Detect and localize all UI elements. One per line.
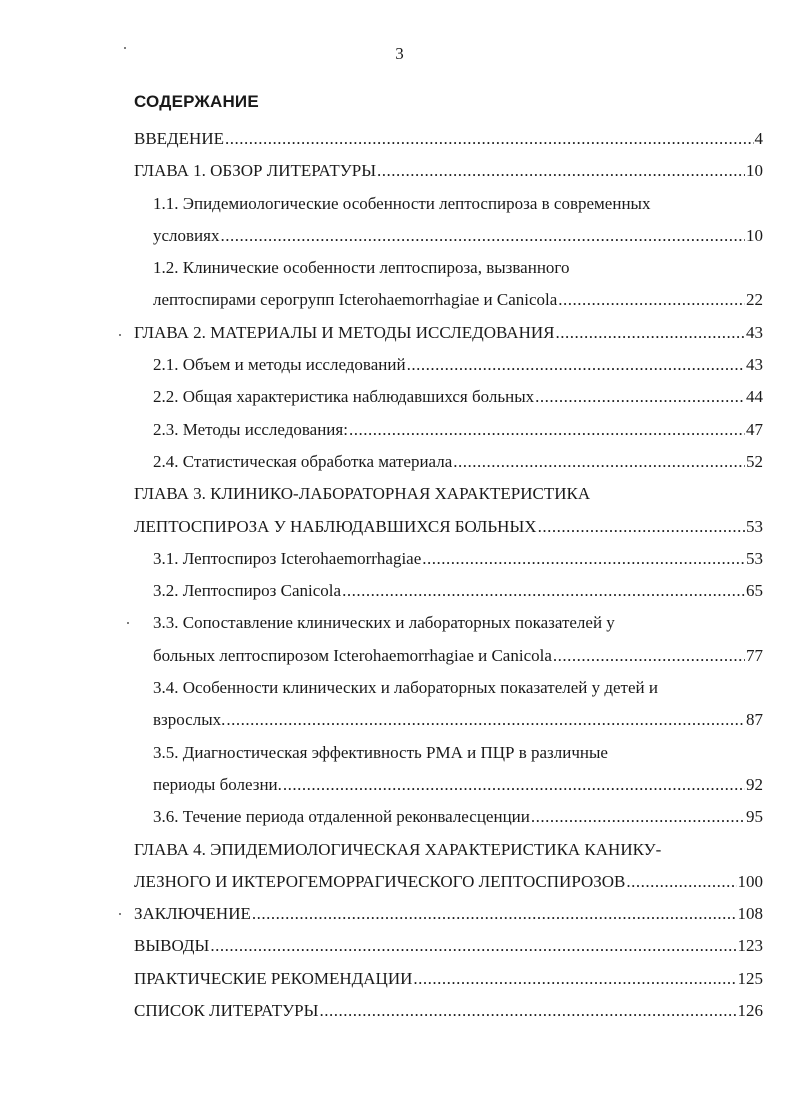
dot-leader [535, 381, 745, 413]
toc-entry-text: ЛЕПТОСПИРОЗА У НАБЛЮДАВШИХСЯ БОЛЬНЫХ [134, 516, 537, 536]
toc-entry-line [0, 284, 799, 316]
toc-entry-text: 1.1. Эпидемиологические особенности лептоспироза в современных [153, 193, 651, 213]
toc-entry-text: ГЛАВА 1. ОБЗОР ЛИТЕРАТУРЫ [134, 161, 377, 181]
toc-title: СОДЕРЖАНИЕ [134, 92, 259, 111]
toc-entry-line [0, 155, 799, 187]
toc-entry-line [0, 866, 799, 898]
toc-page-number: 4 [754, 129, 763, 148]
toc-entry-text: ЛЕЗНОГО И ИКТЕРОГЕМОРРАГИЧЕСКОГО ЛЕПТОСПИРОЗОВ [134, 871, 626, 891]
dot-leader [558, 284, 745, 316]
toc-entry-line [0, 511, 799, 543]
toc-entry-text: ГЛАВА 4. ЭПИДЕМИОЛОГИЧЕСКАЯ ХАРАКТЕРИСТИКА КАНИКУ- [134, 839, 662, 859]
toc-entry-text: ГЛАВА 3. КЛИНИКО-ЛАБОРАТОРНАЯ ХАРАКТЕРИСТИКА [134, 484, 591, 504]
toc-page-number: 100 [737, 871, 763, 891]
toc-entry-line [0, 446, 799, 478]
toc-entry-text: 3.4. Особенности клинических и лабораторных показателей у детей и [153, 678, 658, 698]
toc-entry-text: 1.2. Клинические особенности лептоспироза, вызванного [153, 258, 570, 278]
toc-entry-line [0, 737, 799, 769]
toc-entry-text: ЗАКЛЮЧЕНИЕ [134, 904, 251, 924]
toc-entry-line [0, 963, 799, 995]
toc-entry-line [0, 607, 799, 639]
toc-entry-text: 3.2. Лептоспироз Canicola [153, 581, 342, 601]
toc-entry-line [0, 543, 799, 575]
toc-entry-text: 3.5. Диагностическая эффективность РМА и ПЦР в различные [153, 742, 608, 762]
toc-page-number: 95 [746, 807, 763, 827]
toc-entry-text: больных лептоспирозом Icterohaemorrhagiae и Canicola [153, 645, 552, 665]
toc-entry-text: 3.3. Сопоставление клинических и лабораторных показателей у [153, 613, 615, 633]
toc-page-number: 22 [746, 290, 763, 310]
toc-page-number: 123 [737, 936, 763, 956]
dot-leader [319, 995, 736, 1027]
toc-entry-line [0, 123, 799, 155]
dot-leader [252, 898, 737, 930]
toc-entry-line [0, 704, 799, 736]
toc-entry-line [0, 349, 799, 381]
dot-leader [422, 543, 745, 575]
dot-leader [413, 963, 736, 995]
dot-leader [220, 220, 745, 252]
page-number: 3 [395, 44, 404, 63]
toc-page-number: 77 [746, 645, 763, 665]
toc-entry-text: ПРАКТИЧЕСКИЕ РЕКОМЕНДАЦИИ [134, 968, 413, 988]
toc-entry-text: ВВЕДЕНИЕ [134, 129, 224, 148]
toc-page-number: 53 [746, 516, 763, 536]
toc-entry-text: периоды болезни. [153, 774, 282, 794]
toc-entry-text: ВЫВОДЫ [134, 936, 210, 956]
toc-page-number: 126 [737, 1001, 763, 1021]
toc-entry-line [0, 834, 799, 866]
toc-entry-line [0, 672, 799, 704]
scan-speck [119, 913, 121, 915]
toc-entry-text: 2.3. Методы исследования: [153, 419, 348, 439]
toc-entry-text: взрослых. [153, 710, 226, 730]
dot-leader [553, 640, 745, 672]
dot-leader [407, 349, 745, 381]
toc-entry-line [0, 930, 799, 962]
toc-page-number: 87 [746, 710, 763, 730]
toc-entry-text: ГЛАВА 2. МАТЕРИАЛЫ И МЕТОДЫ ИССЛЕДОВАНИЯ [134, 322, 555, 342]
toc-entry-line [0, 381, 799, 413]
toc-page-number: 92 [746, 774, 763, 794]
dot-leader [225, 123, 754, 155]
toc-entry-line [0, 252, 799, 284]
toc-page-number: 44 [746, 387, 763, 407]
toc-entry-line [0, 188, 799, 220]
dot-leader [531, 801, 745, 833]
toc-entry-line [0, 414, 799, 446]
toc-entry-text: 2.2. Общая характеристика наблюдавшихся больных [153, 387, 535, 407]
toc-entry-line [0, 995, 799, 1027]
toc-entry-line [0, 220, 799, 252]
toc-page-number: 43 [746, 322, 763, 342]
toc-page-number: 108 [737, 904, 763, 924]
toc-page-number: 10 [746, 161, 763, 181]
toc-entry-text: лептоспирами серогрупп Icterohaemorrhagiae и Canicola [153, 290, 558, 310]
toc-entry-line [0, 317, 799, 349]
toc-page-number: 125 [737, 968, 763, 988]
toc-entry-line [0, 801, 799, 833]
toc-page-number: 43 [746, 355, 763, 375]
toc-entry-text: 3.6. Течение периода отдаленной реконвалесценции [153, 807, 530, 827]
toc-entry-line [0, 640, 799, 672]
toc-entry-text: 2.4. Статистическая обработка материала [153, 451, 453, 471]
toc-page-number: 10 [746, 225, 763, 245]
toc-entry-line [0, 478, 799, 510]
toc-page-number: 65 [746, 581, 763, 601]
dot-leader [210, 930, 736, 962]
toc-entry-text: 2.1. Объем и методы исследований [153, 355, 406, 375]
toc-page-number: 47 [746, 419, 763, 439]
dot-leader [349, 414, 745, 446]
dot-leader [555, 317, 745, 349]
table-of-contents [0, 123, 799, 1027]
toc-entry-text: СПИСОК ЛИТЕРАТУРЫ [134, 1001, 319, 1021]
toc-entry-text: 3.1. Лептоспироз Icterohaemorrhagiae [153, 548, 422, 568]
toc-entry-text: условиях [153, 225, 220, 245]
scan-speck [127, 622, 129, 624]
dot-leader [453, 446, 745, 478]
dot-leader [342, 575, 745, 607]
scan-speck [119, 334, 121, 336]
dot-leader [538, 511, 745, 543]
toc-entry-line [0, 769, 799, 801]
dot-leader [377, 155, 745, 187]
toc-page-number: 52 [746, 451, 763, 471]
dot-leader [626, 866, 736, 898]
scan-speck [124, 47, 126, 49]
toc-entry-line [0, 575, 799, 607]
dot-leader [283, 769, 745, 801]
toc-page-number: 53 [746, 548, 763, 568]
dot-leader [226, 704, 745, 736]
